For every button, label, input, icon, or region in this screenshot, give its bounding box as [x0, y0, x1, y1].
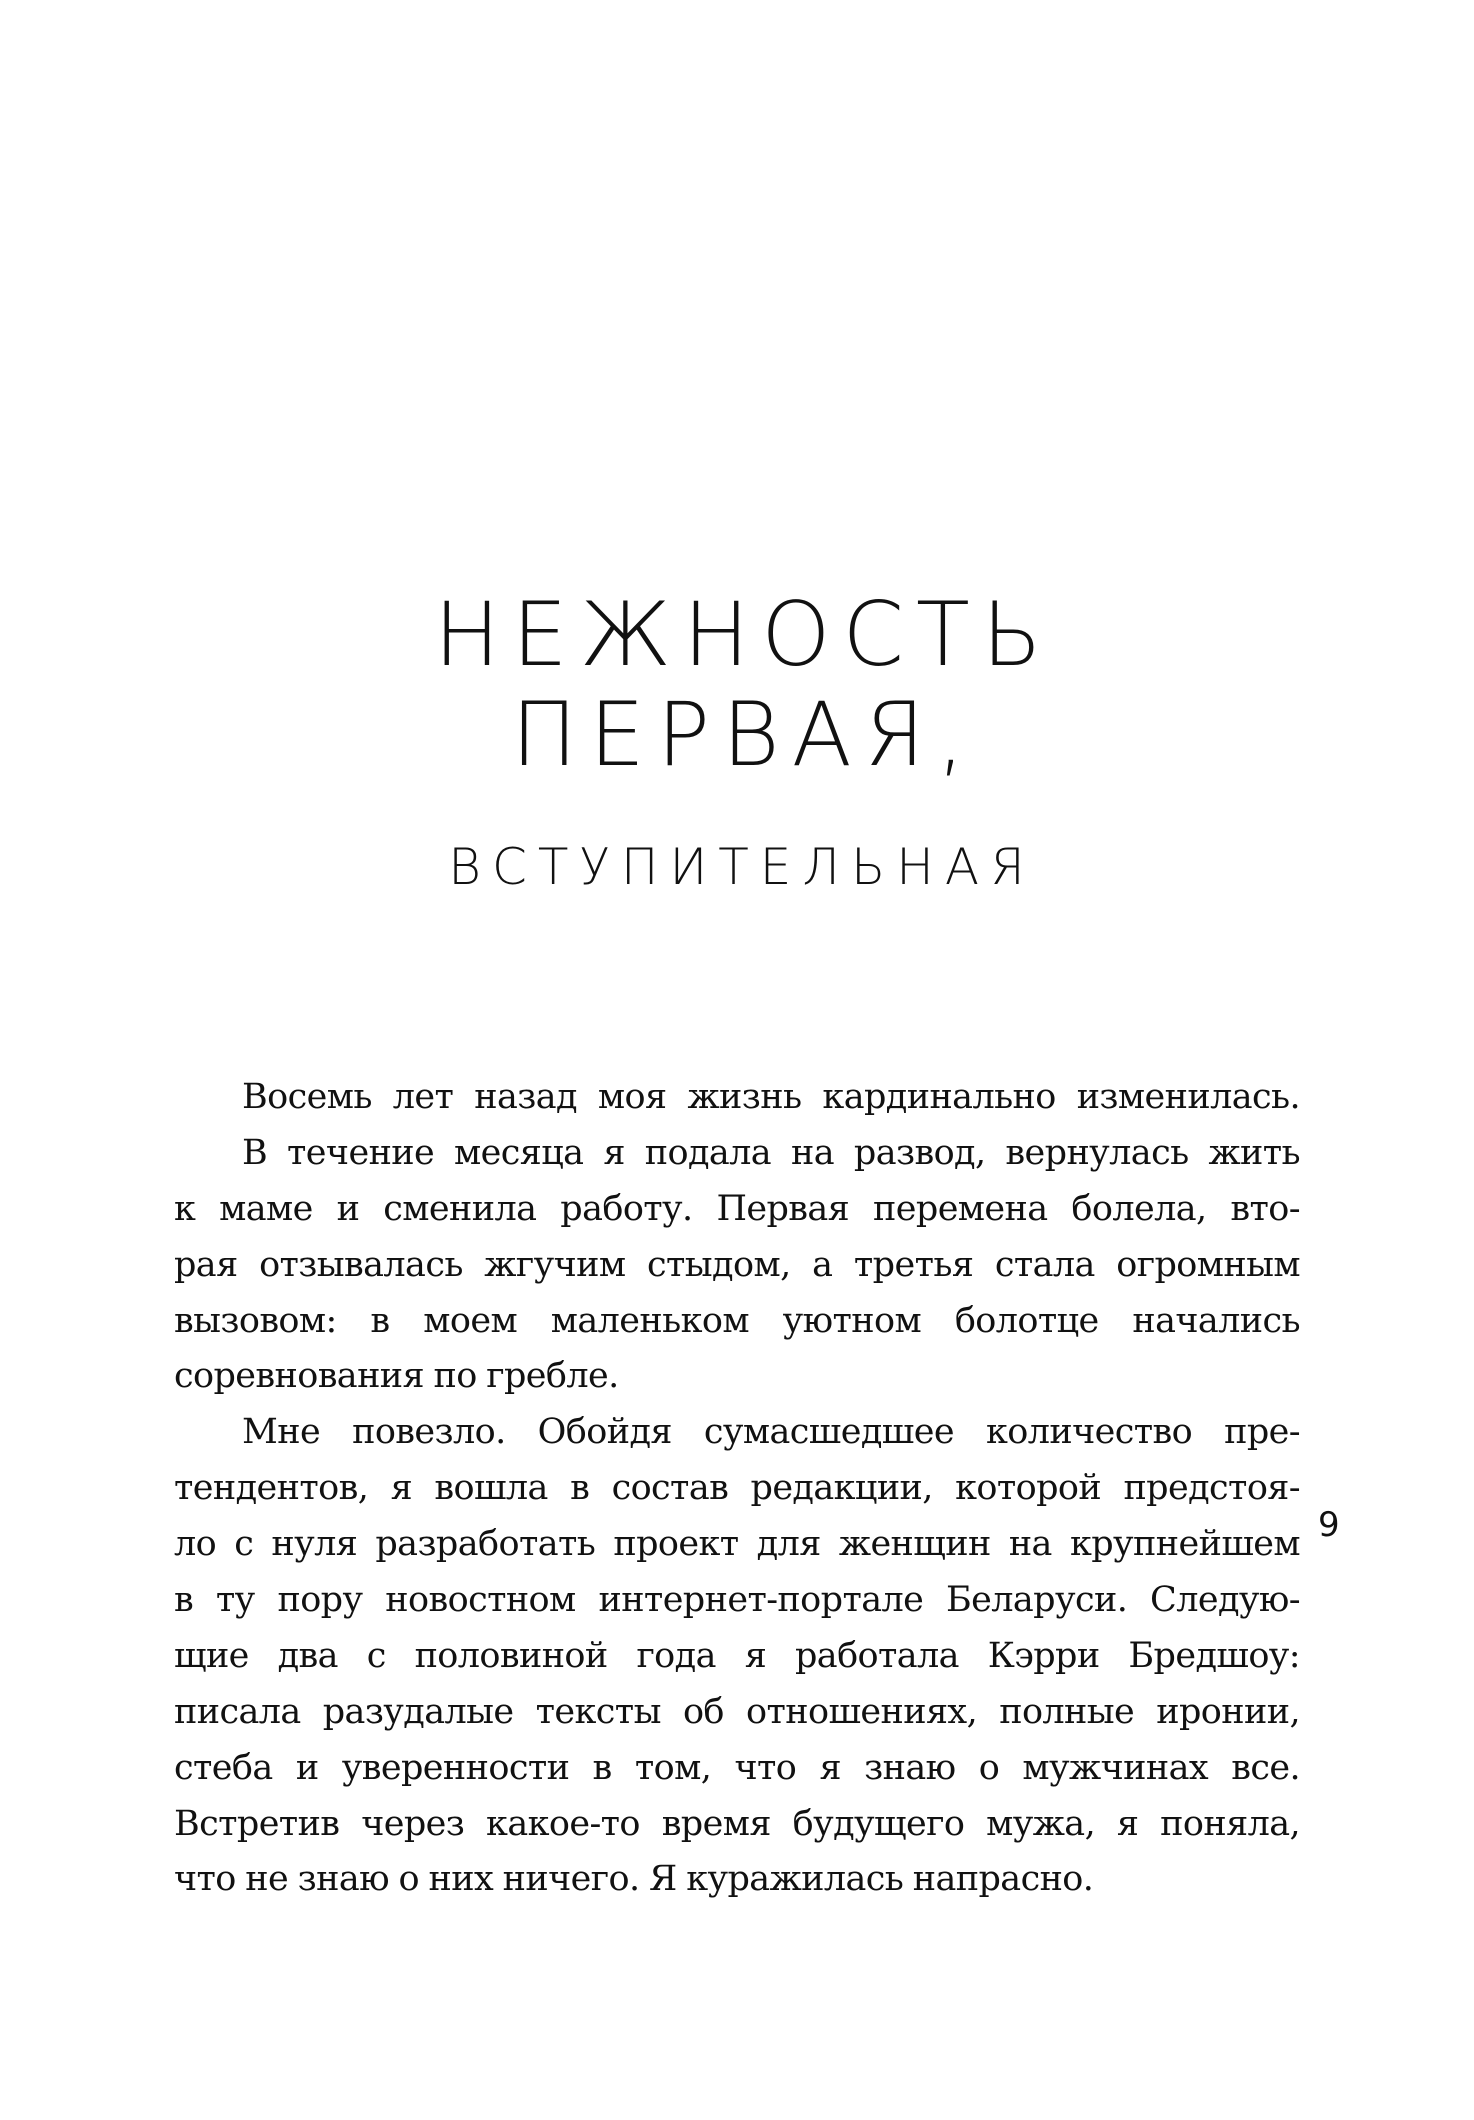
body-line: тендентов, я вошла в состав редакции, которой предстоя- — [174, 1468, 1300, 1509]
chapter-subtitle: ВСТУПИТЕЛЬНАЯ — [448, 838, 1036, 896]
body-line: Встретив через какое-то время будущего мужа, я поняла, — [174, 1803, 1300, 1844]
body-line: щие два с половиной года я работала Кэрри Бредшоу: — [174, 1635, 1300, 1676]
body-line: в ту пору новостном интернет-портале Беларуси. Следую- — [174, 1580, 1300, 1621]
body-line: к маме и сменила работу. Первая перемена болела, вто- — [174, 1188, 1300, 1229]
body-line: писала разудалые тексты об отношениях, полные иронии, — [174, 1691, 1300, 1732]
body-line: Мне повезло. Обойдя сумасшедшее количество пре- — [242, 1412, 1300, 1453]
body-line: Восемь лет назад моя жизнь кардинально изменилась. — [242, 1077, 1300, 1117]
body-line: ло с нуля разработать проект для женщин на крупнейшем — [174, 1524, 1300, 1565]
body-line: что не знаю о них ничего. Я куражилась напрасно. — [174, 1859, 1094, 1900]
body-line: вызовом: в моем маленьком уютном болотце начались — [174, 1300, 1300, 1341]
page-number: 9 — [1318, 1505, 1340, 1545]
chapter-title-line-2: ПЕРВАЯ, — [511, 683, 977, 786]
body-line: соревнования по гребле. — [174, 1356, 619, 1397]
body-line: рая отзывалась жгучим стыдом, а третья стала огромным — [174, 1244, 1300, 1285]
chapter-title-line-1: НЕЖНОСТЬ — [433, 583, 1055, 686]
chapter-heading — [0, 585, 1474, 897]
body-line: стеба и уверенности в том, что я знаю о мужчинах все. — [174, 1747, 1300, 1788]
body-line: В течение месяца я подала на развод, вернулась жить — [242, 1132, 1300, 1173]
body-text — [174, 1070, 1300, 1908]
